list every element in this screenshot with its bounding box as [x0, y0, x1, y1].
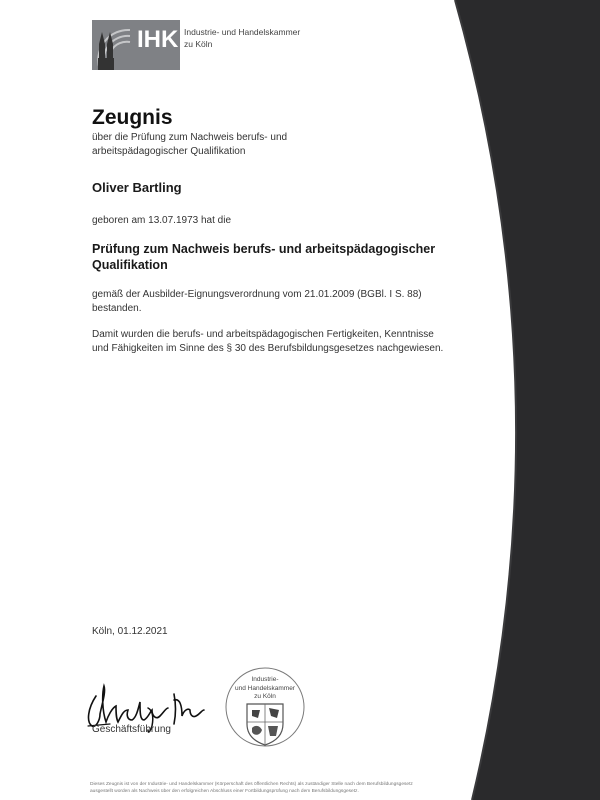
organization-line-2: zu Köln	[184, 39, 213, 49]
result-line-2: und Fähigkeiten im Sinne des § 30 des Berufsbildungsgesetzes nachgewiesen.	[92, 343, 444, 354]
logo-ihk-text: IHK	[137, 26, 179, 53]
subtitle-line-1: über die Prüfung zum Nachweis berufs- und	[92, 132, 288, 143]
document-title: Zeugnis	[92, 106, 173, 129]
organization-line-1: Industrie- und Handelskammer	[184, 27, 301, 37]
ihk-logo	[92, 20, 301, 70]
place-date: Köln, 01.12.2021	[92, 626, 168, 637]
exam-title-line-2: Qualifikation	[92, 258, 168, 272]
exam-title	[92, 241, 472, 273]
exam-title-line-1: Prüfung zum Nachweis berufs- und arbeitspädagogischer	[92, 242, 436, 256]
seal-text	[224, 676, 306, 702]
seal-line-1: Industrie-	[251, 676, 279, 683]
birth-date-line: geboren am 13.07.1973 hat die	[92, 215, 231, 226]
legal-basis-line-2: bestanden.	[92, 303, 142, 314]
result-line-1: Damit wurden die berufs- und arbeitspädagogischen Fertigkeiten, Kenntnisse	[92, 329, 434, 340]
signature-role: Geschäftsführung	[92, 724, 171, 735]
footer-line-1: Dieses Zeugnis ist von der Industrie- und Handelskammer (Körperschaft des öffentlichen Rechts) als zuständiger Stelle nach dem Berufsbildungsgesetz	[90, 782, 413, 787]
legal-basis	[92, 288, 472, 316]
organization-name	[184, 26, 302, 50]
subtitle-line-2: arbeitspädagogischer Qualifikation	[92, 146, 246, 157]
legal-basis-line-1: gemäß der Ausbilder-Eignungsverordnung vom 21.01.2009 (BGBl. I S. 88)	[92, 289, 422, 300]
document-subtitle	[92, 131, 352, 159]
candidate-name: Oliver Bartling	[92, 180, 182, 195]
result-statement	[92, 328, 492, 356]
seal-line-2: und Handelskammer	[235, 684, 295, 692]
cathedral-icon	[92, 20, 138, 70]
seal-line-3: zu Köln	[254, 693, 276, 700]
footer-note	[90, 782, 450, 795]
footer-line-2: ausgestellt worden als Nachweis über den erfolgreichen Abschluss einer Fortbildungsprüfung nach dem Berufsbildungsgesetz.	[90, 788, 359, 794]
